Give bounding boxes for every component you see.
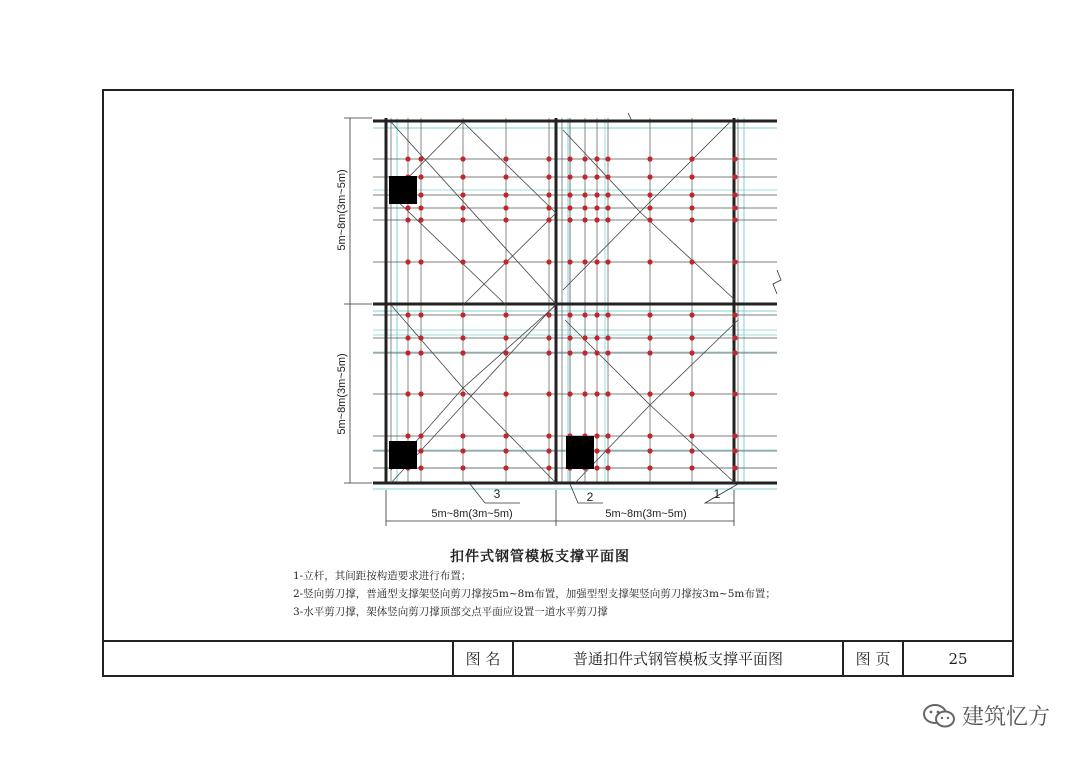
- title-name-label: 图 名: [452, 642, 512, 677]
- pole-node: [418, 192, 423, 197]
- column-block: [389, 441, 417, 469]
- pole-node: [546, 448, 551, 453]
- pole-node: [647, 259, 652, 264]
- pole-node: [405, 391, 410, 396]
- pole-node: [689, 465, 694, 470]
- pole-node: [503, 465, 508, 470]
- pole-node: [567, 156, 572, 161]
- wechat-icon: [922, 703, 956, 729]
- pole-node: [503, 156, 508, 161]
- pole-node: [460, 465, 465, 470]
- pole-node: [647, 156, 652, 161]
- pole-node: [503, 350, 508, 355]
- pole-node: [460, 174, 465, 179]
- pole-node: [460, 205, 465, 210]
- pole-node: [546, 259, 551, 264]
- pole-node: [503, 448, 508, 453]
- pole-node: [418, 259, 423, 264]
- pole-node: [582, 391, 587, 396]
- pole-node: [594, 205, 599, 210]
- pole-node: [418, 205, 423, 210]
- pole-node: [732, 156, 737, 161]
- pole-node: [567, 205, 572, 210]
- pole-node: [594, 350, 599, 355]
- pole-node: [647, 350, 652, 355]
- pole-node: [594, 335, 599, 340]
- pole-node: [582, 174, 587, 179]
- pole-node: [647, 174, 652, 179]
- scissor-brace-line: [391, 305, 463, 388]
- pole-node: [405, 259, 410, 264]
- pole-node: [689, 433, 694, 438]
- pole-node: [567, 192, 572, 197]
- scissor-brace-line: [640, 122, 730, 212]
- pole-node: [594, 312, 599, 317]
- pole-node: [405, 205, 410, 210]
- pole-node: [546, 217, 551, 222]
- pole-node: [546, 312, 551, 317]
- column-block: [566, 436, 594, 469]
- pole-node: [594, 217, 599, 222]
- pole-node: [460, 217, 465, 222]
- dim-vertical-top: 5m~8m(3m~5m): [336, 169, 348, 251]
- title-block: [102, 640, 1014, 677]
- note-2: 2-竖向剪刀撑，普通型支撑架竖向剪刀撑按5m~8m布置，加强型型支撑架竖向剪刀撑按3m~5m布置；: [293, 588, 776, 600]
- pole-node: [418, 350, 423, 355]
- pole-node: [605, 312, 610, 317]
- pole-node: [546, 192, 551, 197]
- pole-node: [460, 391, 465, 396]
- pole-node: [594, 433, 599, 438]
- pole-node: [418, 465, 423, 470]
- pole-node: [503, 259, 508, 264]
- pole-node: [460, 156, 465, 161]
- pole-node: [582, 350, 587, 355]
- pole-node: [546, 156, 551, 161]
- pole-node: [594, 391, 599, 396]
- pole-node: [418, 448, 423, 453]
- pole-node: [732, 192, 737, 197]
- scissor-brace-line: [391, 122, 556, 304]
- break-mark: [773, 270, 781, 294]
- pole-node: [546, 335, 551, 340]
- pole-node: [647, 465, 652, 470]
- pole-node: [732, 312, 737, 317]
- pole-node: [582, 312, 587, 317]
- pole-node: [582, 205, 587, 210]
- pole-node: [594, 192, 599, 197]
- pole-node: [460, 259, 465, 264]
- callout-label-2: 2: [586, 490, 594, 504]
- callout-label-3: 3: [493, 487, 501, 501]
- pole-node: [460, 433, 465, 438]
- pole-node: [605, 174, 610, 179]
- pole-node: [582, 335, 587, 340]
- title-page-value: 25: [902, 642, 1012, 677]
- pole-node: [582, 217, 587, 222]
- pole-node: [689, 335, 694, 340]
- scissor-brace-line: [463, 388, 556, 483]
- callout-label-1: 1: [713, 487, 721, 501]
- pole-node: [647, 391, 652, 396]
- pole-node: [460, 335, 465, 340]
- pole-node: [503, 174, 508, 179]
- note-1: 1-立杆，其间距按构造要求进行布置；: [293, 570, 472, 582]
- pole-node: [546, 174, 551, 179]
- pole-node: [418, 433, 423, 438]
- pole-node: [605, 350, 610, 355]
- title-name-value: 普通扣件式钢管模板支撑平面图: [512, 642, 842, 677]
- pole-node: [418, 391, 423, 396]
- pole-node: [689, 156, 694, 161]
- pole-node: [405, 350, 410, 355]
- pole-node: [546, 391, 551, 396]
- pole-node: [418, 156, 423, 161]
- pole-node: [594, 174, 599, 179]
- pole-node: [567, 335, 572, 340]
- pole-node: [405, 156, 410, 161]
- scissor-brace-line: [463, 213, 556, 305]
- pole-node: [594, 156, 599, 161]
- scissor-brace-line: [640, 212, 735, 300]
- pole-node: [689, 259, 694, 264]
- pole-node: [732, 335, 737, 340]
- pole-node: [732, 174, 737, 179]
- pole-node: [732, 259, 737, 264]
- pole-node: [689, 217, 694, 222]
- pole-node: [605, 433, 610, 438]
- pole-node: [503, 312, 508, 317]
- pole-node: [647, 335, 652, 340]
- pole-node: [567, 350, 572, 355]
- pole-node: [594, 259, 599, 264]
- pole-node: [567, 391, 572, 396]
- pole-node: [405, 335, 410, 340]
- pole-node: [605, 192, 610, 197]
- pole-node: [605, 259, 610, 264]
- watermark-text: 建筑忆方: [961, 705, 1050, 730]
- dim-horizontal-left: 5m~8m(3m~5m): [431, 508, 513, 520]
- pole-node: [503, 192, 508, 197]
- pole-node: [605, 335, 610, 340]
- pole-node: [503, 217, 508, 222]
- dim-vertical-bottom: 5m~8m(3m~5m): [336, 353, 348, 435]
- pole-node: [732, 433, 737, 438]
- drawing-caption: 扣件式钢管模板支撑平面图: [450, 549, 630, 565]
- pole-node: [594, 448, 599, 453]
- pole-node: [689, 350, 694, 355]
- scissor-brace-line: [650, 320, 738, 405]
- scissor-brace-line: [563, 212, 640, 290]
- pole-node: [689, 391, 694, 396]
- pole-node: [503, 205, 508, 210]
- callout-leader-1: [705, 484, 738, 503]
- pole-node: [605, 391, 610, 396]
- pole-node: [405, 217, 410, 222]
- notes-block: [293, 567, 776, 621]
- pole-node: [582, 192, 587, 197]
- pole-node: [418, 217, 423, 222]
- pole-node: [460, 312, 465, 317]
- title-page-label: 图 页: [842, 642, 902, 677]
- pole-node: [647, 312, 652, 317]
- scissor-brace-line: [463, 305, 556, 388]
- pole-node: [567, 174, 572, 179]
- pole-node: [732, 217, 737, 222]
- pole-node: [732, 465, 737, 470]
- pole-node: [594, 465, 599, 470]
- pole-node: [732, 391, 737, 396]
- pole-node: [689, 192, 694, 197]
- scissor-brace-line: [463, 122, 556, 213]
- pole-node: [605, 448, 610, 453]
- pole-node: [647, 433, 652, 438]
- dim-horizontal-right: 5m~8m(3m~5m): [605, 508, 687, 520]
- note-3: 3-水平剪刀撑，架体竖向剪刀撑顶部交点平面应设置一道水平剪刀撑: [293, 606, 608, 618]
- pole-node: [582, 259, 587, 264]
- pole-node: [567, 259, 572, 264]
- pole-node: [689, 174, 694, 179]
- pole-node: [460, 192, 465, 197]
- pole-node: [546, 350, 551, 355]
- pole-node: [567, 312, 572, 317]
- pole-node: [503, 335, 508, 340]
- pole-node: [546, 465, 551, 470]
- pole-node: [605, 465, 610, 470]
- pole-node: [647, 217, 652, 222]
- pole-node: [418, 174, 423, 179]
- pole-node: [418, 312, 423, 317]
- pole-node: [605, 205, 610, 210]
- pole-node: [503, 433, 508, 438]
- scissor-brace-line: [650, 405, 735, 483]
- pole-node: [460, 448, 465, 453]
- column-block: [389, 176, 417, 204]
- pole-node: [689, 205, 694, 210]
- pole-node: [605, 217, 610, 222]
- pole-node: [647, 192, 652, 197]
- pole-node: [405, 312, 410, 317]
- pole-node: [546, 205, 551, 210]
- pole-node: [647, 205, 652, 210]
- pole-node: [582, 156, 587, 161]
- pole-node: [605, 156, 610, 161]
- pole-node: [732, 205, 737, 210]
- pole-node: [546, 433, 551, 438]
- pole-node: [732, 448, 737, 453]
- pole-node: [689, 448, 694, 453]
- watermark: [922, 700, 1050, 731]
- pole-node: [689, 312, 694, 317]
- scissor-brace-line: [563, 130, 640, 212]
- pole-node: [460, 350, 465, 355]
- pole-node: [567, 217, 572, 222]
- pole-node: [503, 391, 508, 396]
- pole-node: [732, 350, 737, 355]
- pole-node: [405, 433, 410, 438]
- pole-node: [418, 335, 423, 340]
- pole-node: [647, 448, 652, 453]
